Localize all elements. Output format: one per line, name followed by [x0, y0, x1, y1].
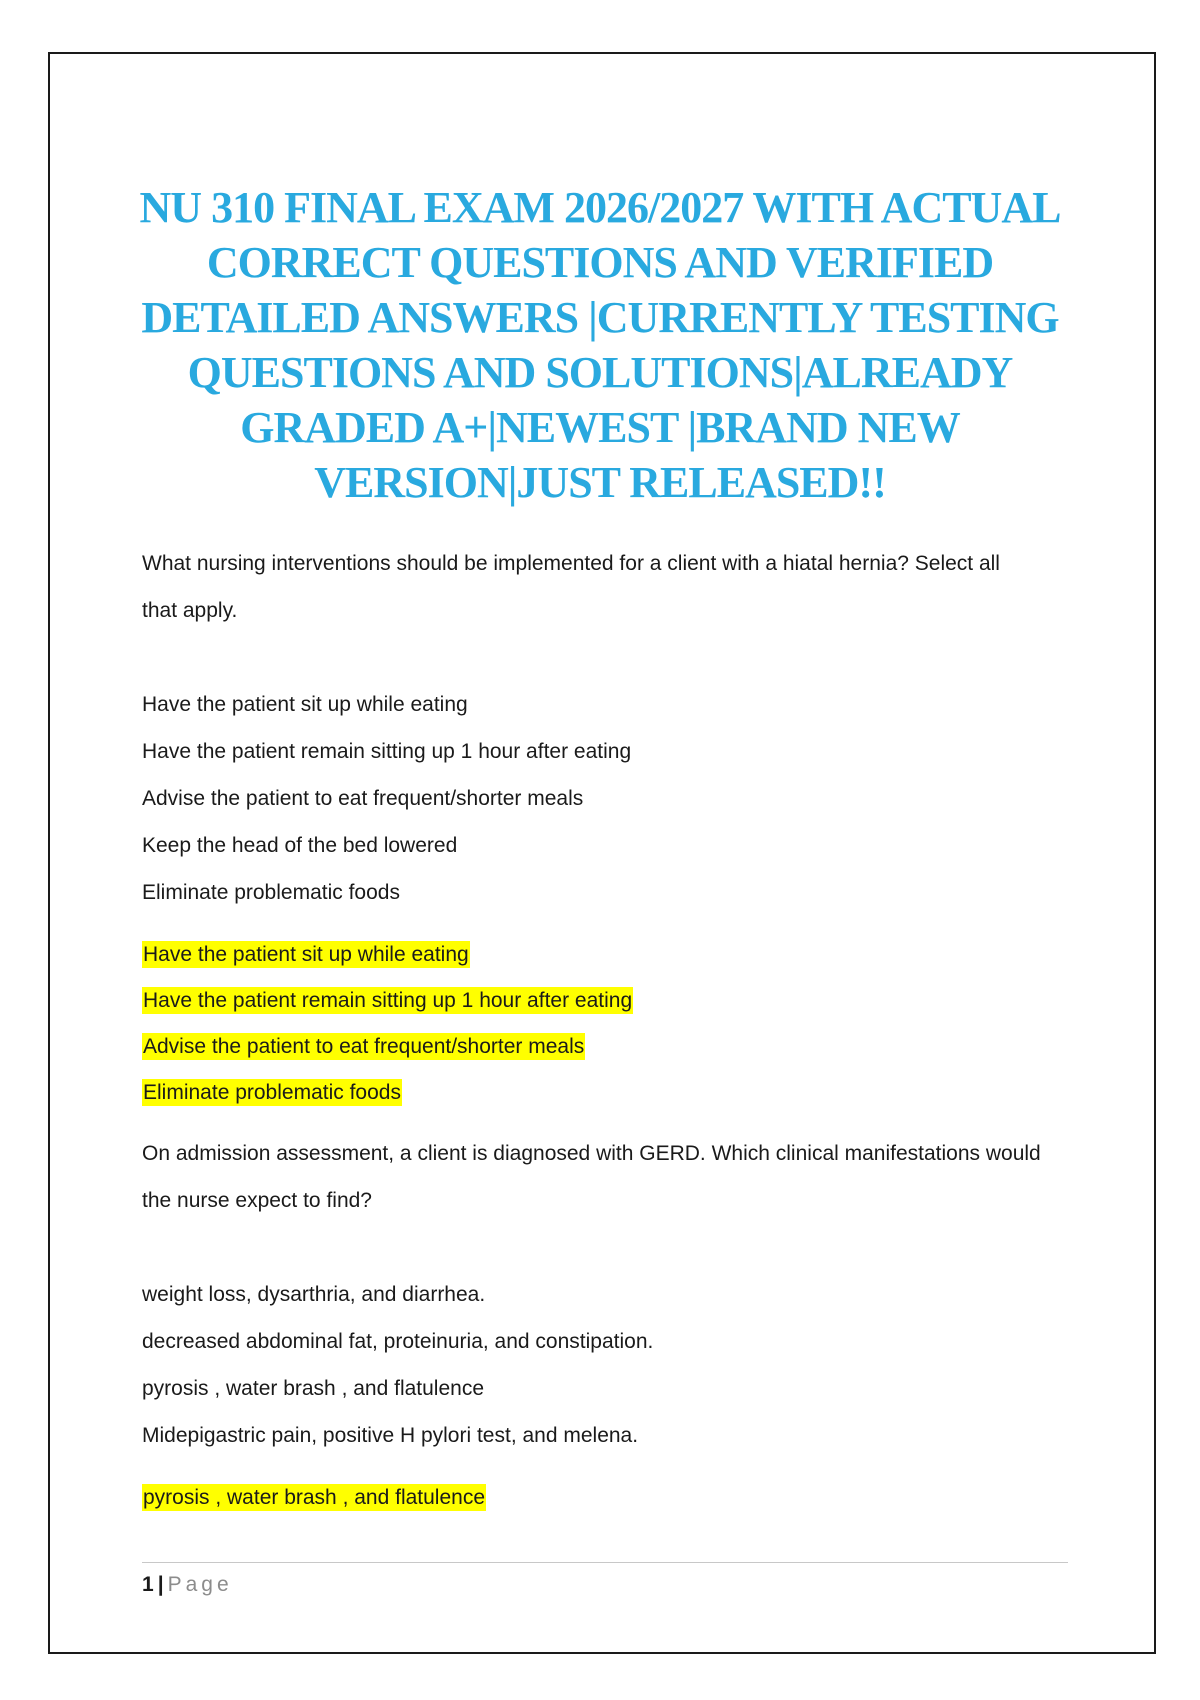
question-prompt — [142, 1130, 1072, 1224]
answer-option: Midepigastric pain, positive H pylori test, and melena. — [142, 1424, 639, 1447]
answer-option: weight loss, dysarthria, and diarrhea. — [142, 1283, 486, 1306]
correct-answers — [142, 1475, 1072, 1521]
question-2 — [142, 1130, 1072, 1521]
page-label: Page — [167, 1573, 233, 1596]
document-title — [130, 180, 1070, 510]
answer-option: decreased abdominal fat, proteinuria, and constipation. — [142, 1330, 654, 1353]
highlighted-answer: Have the patient remain sitting up 1 hour after eating — [143, 989, 633, 1012]
answer-options — [142, 1271, 1072, 1459]
correct-answer-item — [142, 978, 1072, 1024]
answer-option: Have the patient remain sitting up 1 hour after eating — [142, 740, 632, 763]
title-line: NU 310 FINAL EXAM 2026/2027 WITH ACTUAL — [139, 183, 1061, 232]
title-line: DETAILED ANSWERS |CURRENTLY TESTING — [141, 293, 1059, 342]
answer-option: Have the patient sit up while eating — [142, 693, 468, 716]
title-line: QUESTIONS AND SOLUTIONS|ALREADY — [187, 348, 1013, 397]
title-line: VERSION|JUST RELEASED!! — [314, 458, 886, 507]
highlighted-answer: pyrosis , water brash , and flatulence — [143, 1486, 486, 1509]
highlighted-answer: Advise the patient to eat frequent/shorter meals — [143, 1035, 585, 1058]
correct-answer-item — [142, 1475, 1072, 1521]
correct-answer-item — [142, 1070, 1072, 1116]
highlighted-answer: Have the patient sit up while eating — [143, 943, 469, 966]
question-prompt-line: that apply. — [142, 599, 238, 622]
question-prompt-line: the nurse expect to find? — [142, 1189, 372, 1212]
answer-option: Eliminate problematic foods — [142, 881, 400, 904]
page-footer — [142, 1562, 1068, 1599]
answer-option: pyrosis , water brash , and flatulence — [142, 1377, 485, 1400]
question-1 — [142, 540, 1072, 1116]
correct-answer-item — [142, 932, 1072, 978]
question-prompt-line: On admission assessment, a client is diagnosed with GERD. Which clinical manifestations would — [142, 1142, 1041, 1165]
question-prompt — [142, 540, 1072, 634]
correct-answers — [142, 932, 1072, 1116]
title-line: CORRECT QUESTIONS AND VERIFIED — [206, 238, 994, 287]
answer-options — [142, 681, 1072, 916]
answer-option: Advise the patient to eat frequent/shorter meals — [142, 787, 584, 810]
footer-separator: | — [157, 1573, 164, 1596]
title-line: GRADED A+|NEWEST |BRAND NEW — [240, 403, 960, 452]
page-number: 1 — [142, 1573, 154, 1596]
exam-content — [142, 540, 1072, 1521]
correct-answer-item — [142, 1024, 1072, 1070]
question-prompt-line: What nursing interventions should be implemented for a client with a hiatal hernia? Select all — [142, 552, 1000, 575]
answer-option: Keep the head of the bed lowered — [142, 834, 458, 857]
highlighted-answer: Eliminate problematic foods — [143, 1081, 401, 1104]
